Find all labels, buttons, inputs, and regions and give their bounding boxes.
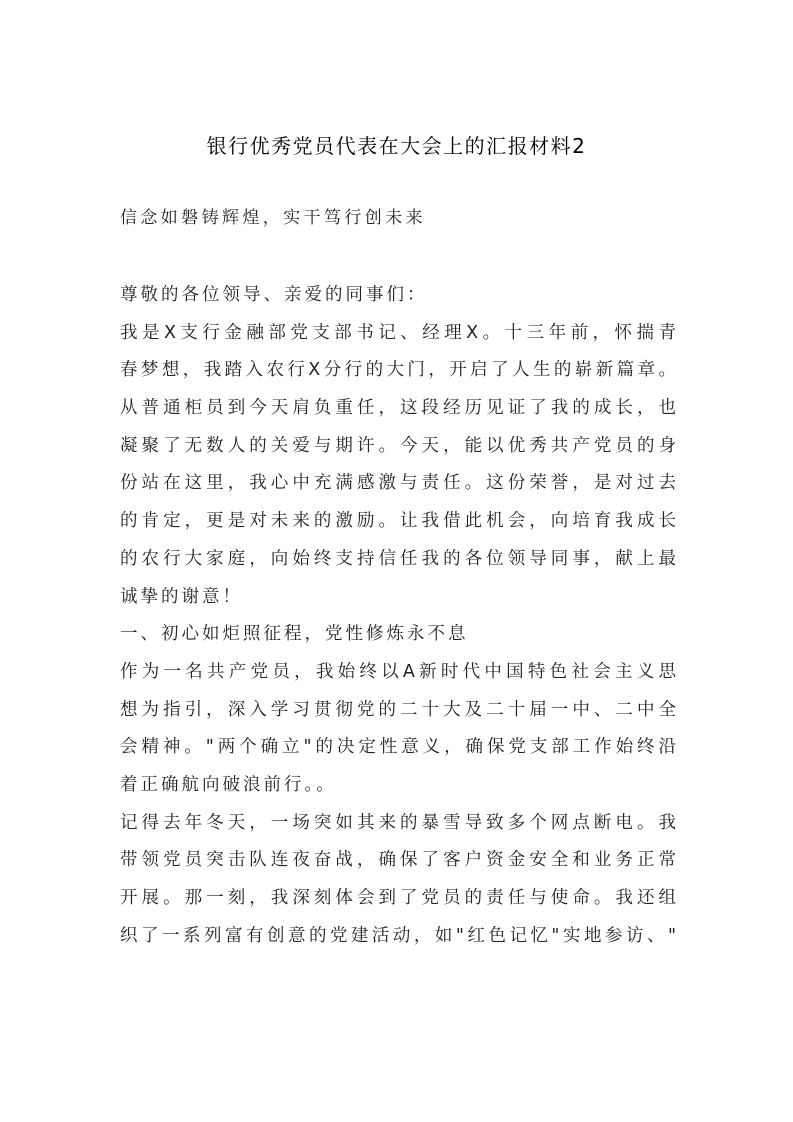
body-line: 想为指引，深入学习贯彻党的二十大及二十届一中、二中全: [120, 699, 676, 720]
body-line: 诚挚的谢意！: [120, 586, 243, 607]
body-line: 作为一名共产党员，我始终以A新时代中国特色社会主义思: [120, 661, 676, 682]
body-line: 凝聚了无数人的关爱与期许。今天，能以优秀共产党员的身: [120, 435, 676, 456]
body-line: 的农行大家庭，向始终支持信任我的各位领导同事，献上最: [120, 548, 676, 569]
section-heading: 一、初心如炬照征程，党性修炼永不息: [120, 624, 469, 645]
body-line: 会精神。"两个确立"的决定性意义，确保党支部工作始终沿: [120, 737, 676, 758]
body-line: 从普通柜员到今天肩负重任，这段经历见证了我的成长，也: [120, 398, 676, 419]
body-line: 带领党员突击队连夜奋战，确保了客户资金安全和业务正常: [120, 850, 676, 871]
body-line: 记得去年冬天，一场突如其来的暴雪导致多个网点断电。我: [120, 812, 676, 833]
body-line: 开展。那一刻，我深刻体会到了党员的责任与使命。我还组: [120, 888, 676, 908]
body-line: 织了一系列富有创意的党建活动，如"红色记忆"实地参访、": [120, 925, 676, 946]
document-subtitle: 信念如磐铸辉煌，实干笃行创未来: [120, 208, 426, 228]
body-line: 尊敬的各位领导、亲爱的同事们：: [120, 285, 428, 305]
body-line: 春梦想，我踏入农行X分行的大门，开启了人生的崭新篇章。: [120, 360, 676, 381]
body-line: 份站在这里，我心中充满感激与责任。这份荣誉，是对过去: [120, 473, 676, 494]
body-line: 我是X支行金融部党支部书记、经理X。十三年前，怀揣青: [120, 322, 676, 343]
document-body: [120, 280, 676, 958]
body-line: 着正确航向破浪前行。。: [120, 774, 337, 795]
body-line: 的肯定，更是对未来的激励。让我借此机会，向培育我成长: [120, 511, 676, 532]
document-title: 银行优秀党员代表在大会上的汇报材料2: [206, 134, 587, 158]
